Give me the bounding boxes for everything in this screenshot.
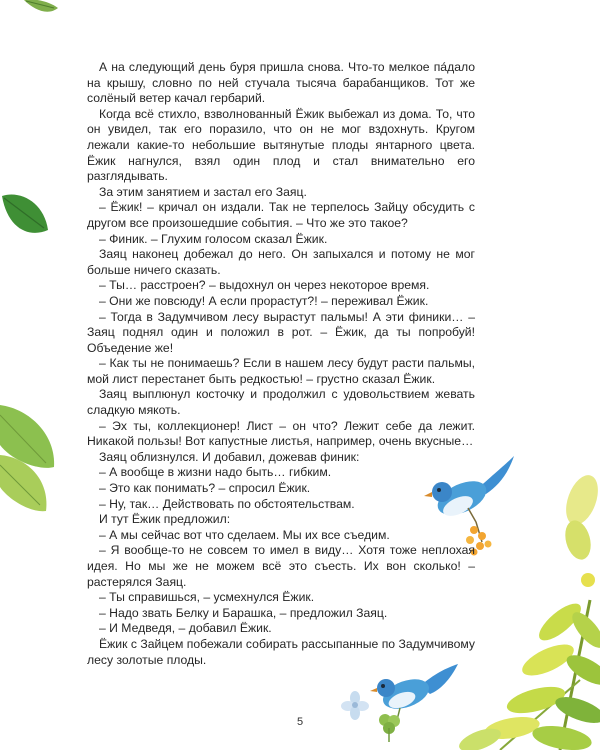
- paragraph: – А вообще в жизни надо быть… гибким.: [99, 465, 332, 480]
- leaf-top-left-icon: [20, 0, 60, 30]
- paragraph: – Ну, так… Действовать по обстоятельствам.: [99, 496, 355, 511]
- paragraph: Ёжик с Зайцем побежали собирать рассыпанные по Задумчивому лесу золотые плоды.: [87, 636, 475, 667]
- leaf-right-mid-icon: [548, 470, 600, 560]
- paragraph: Заяц наконец добежал до него. Он запыхался и потому не мог больше ничего сказать.: [87, 247, 475, 277]
- paragraph: За этим занятием и застал его Заяц.: [99, 184, 307, 199]
- paragraph: – Это как понимать? – спросил Ёжик.: [99, 481, 311, 496]
- paragraph: – А мы сейчас вот что сделаем. Мы их все съедим.: [99, 527, 390, 542]
- paragraph: Заяц выплюнул косточку и продолжил с удовольствием жевать сладкую мякоть.: [87, 387, 475, 418]
- paragraph: – Тогда в Задумчивом лесу вырастут пальмы! А эти финики… – Заяц поднял один и положил в рот. – Ёжик, да ты попробуй! Объедение же!: [87, 309, 475, 355]
- leaf-left-lower-icon: [0, 395, 62, 515]
- paragraph: – Как ты не понимаешь? Если в нашем лесу будут расти пальмы, мой лист перестанет быть редкостью! – грустно сказал Ёжик.: [87, 356, 475, 386]
- page-number: 5: [296, 716, 304, 728]
- paragraph: – И Медведя, – добавил Ёжик.: [99, 621, 272, 636]
- paragraph: – Эх ты, коллекционер! Лист – он что? Лежит себе да лежит. Никакой пользы! Вот капустные листья, например, очень вкусные…: [87, 418, 475, 449]
- paragraph: – Финик. – Глухим голосом сказал Ёжик.: [99, 231, 328, 246]
- paragraph: – Ёжик! – кричал он издали. Так не терпелось Зайцу обсудить с другом все произошедшие события. – Что же это такое?: [87, 200, 475, 230]
- paragraph: И тут Ёжик предложил:: [99, 512, 231, 527]
- story-text: [87, 60, 475, 668]
- leaf-left-icon: [0, 188, 52, 244]
- paragraph: Заяц облизнулся. И добавил, дожевав финик:: [99, 449, 360, 464]
- paragraph: – Я вообще-то не совсем то имел в виду… Хотя тоже неплохая идея. Но мы же не можем всё это съесть. Их вон сколько! – растерялся Заяц.: [87, 543, 475, 589]
- paragraph: – Ты справишься, – усмехнулся Ёжик.: [99, 590, 315, 605]
- paragraph: Когда всё стихло, взволнованный Ёжик выбежал из дома. То, что он увидел, так его поразило, что он не мог вздохнуть. Кругом лежали какие-то небольшие вытянутые плоды янтарного цвета. Ёжик нагнулся, взял один плод и стал внимательно его разглядывать.: [87, 106, 475, 184]
- paragraph: – Они же повсюду! А если прорастут?! – переживал Ёжик.: [99, 293, 429, 308]
- paragraph: – Надо звать Белку и Барашка, – предложил Заяц.: [99, 605, 388, 620]
- paragraph: А на следующий день буря пришла снова. Что-то мелкое па́дало на крышу, словно по ней стучала тысяча барабанщиков. Тот же солёный ветер качал гербарий.: [87, 60, 475, 106]
- paragraph: – Ты… расстроен? – выдохнул он через некоторое время.: [99, 278, 430, 293]
